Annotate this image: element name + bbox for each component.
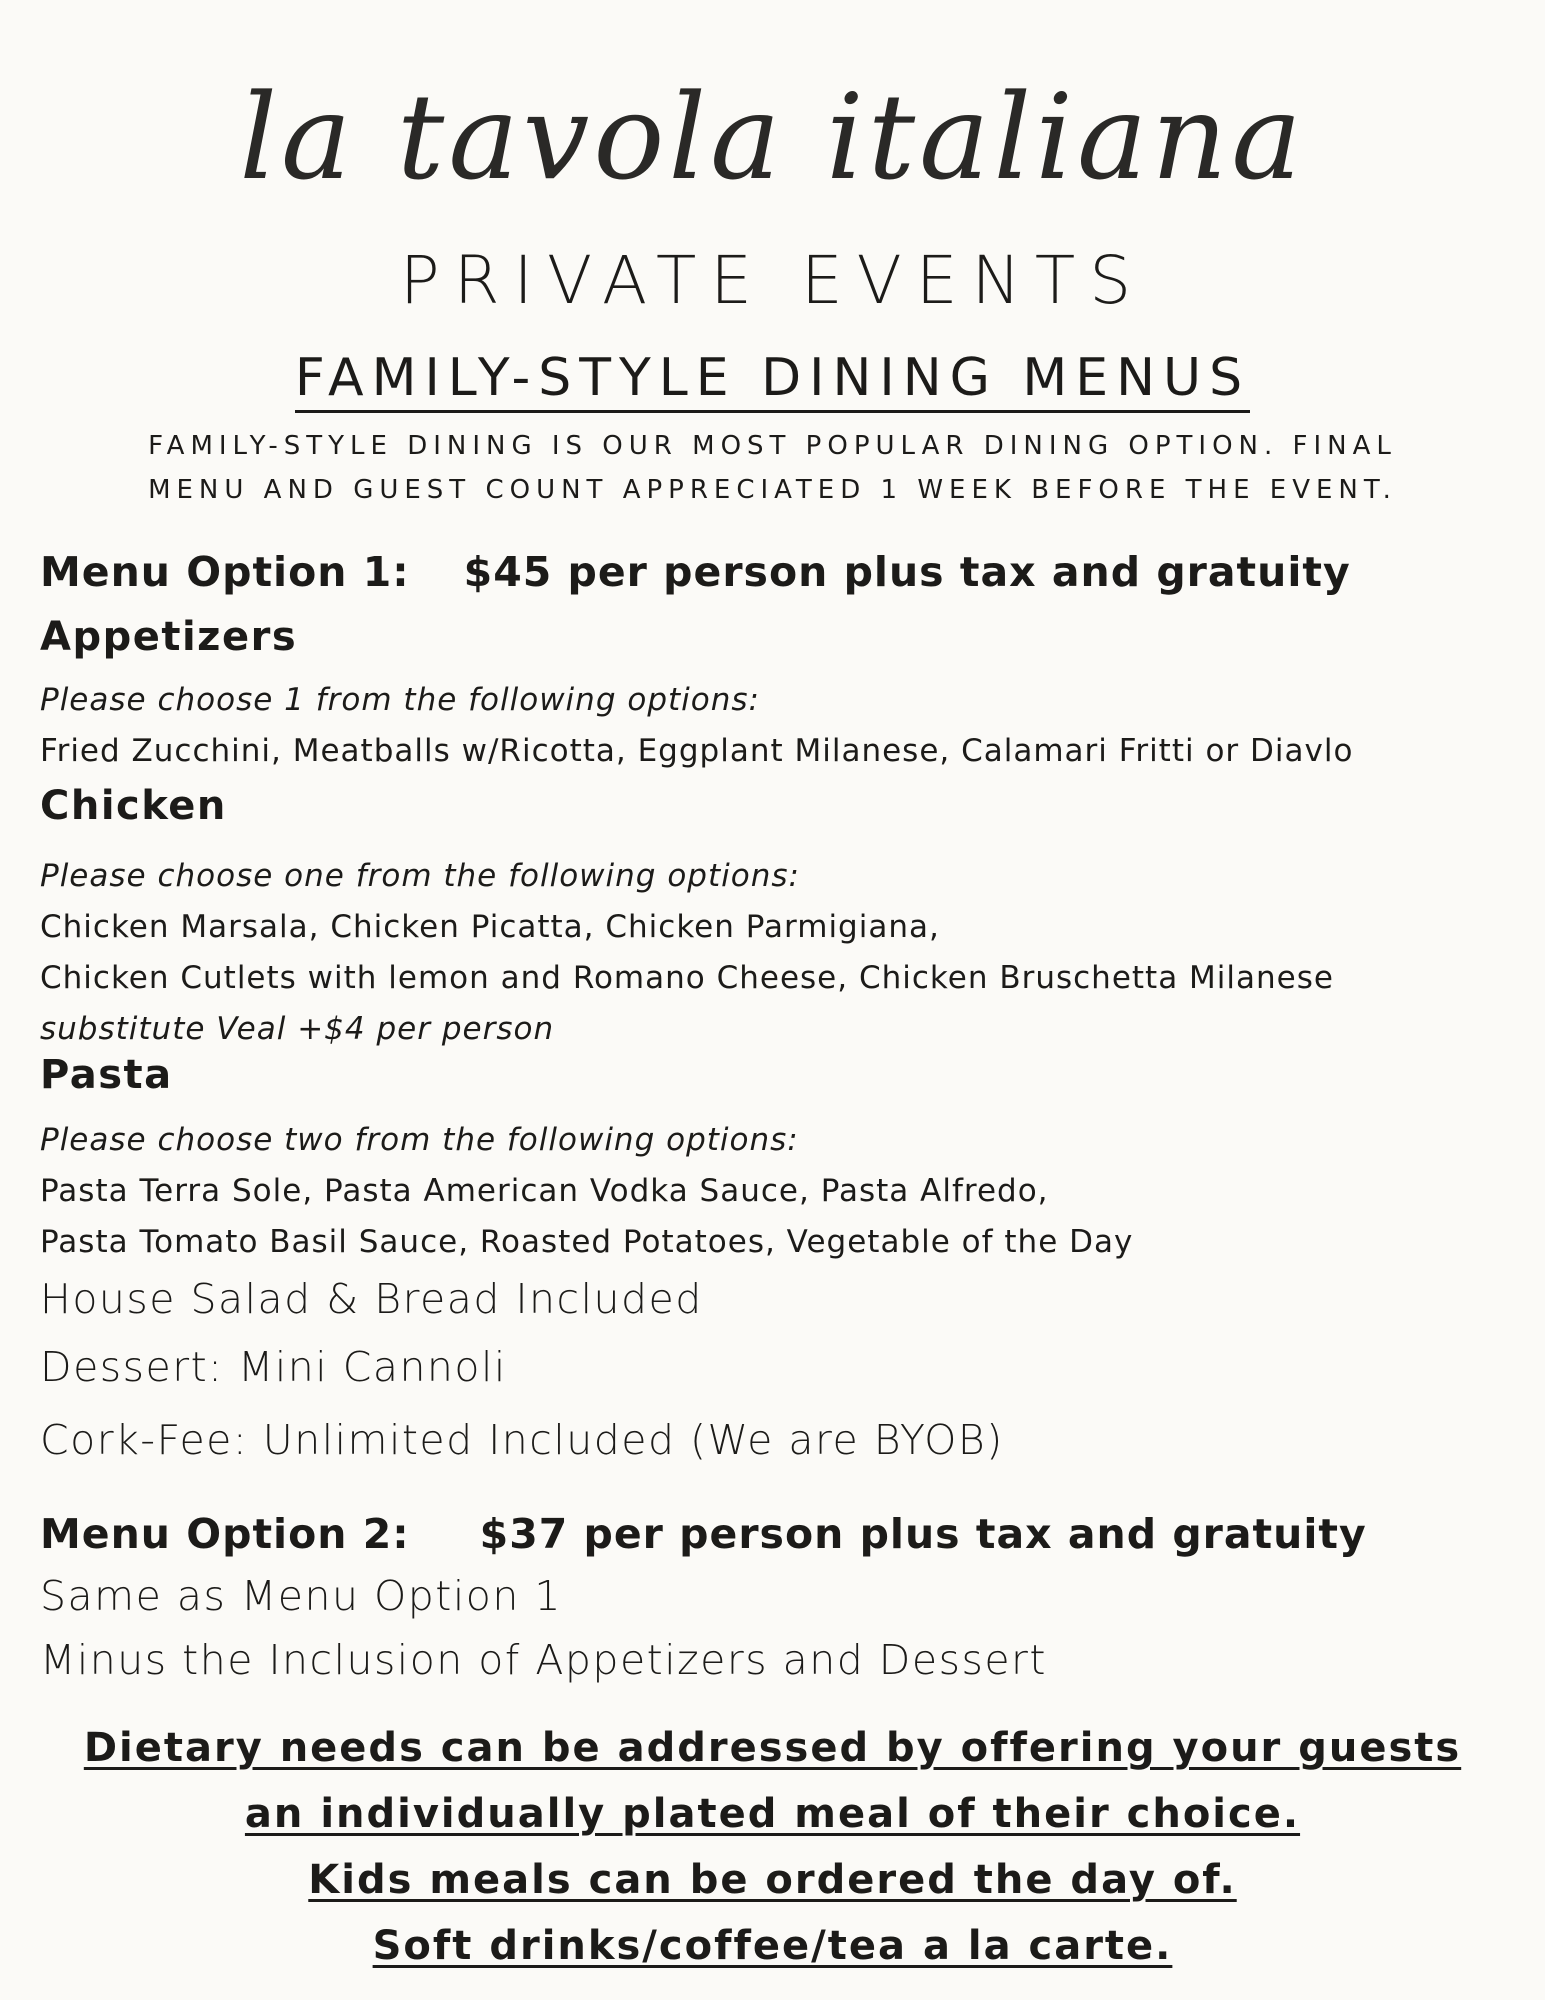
appetizers-heading: Appetizers — [40, 614, 298, 660]
section-subtitle — [0, 348, 1545, 408]
menu-option-1-heading — [40, 548, 1351, 596]
option-price: $45 per person plus tax and gratuity — [463, 548, 1351, 596]
intro-line: FAMILY-STYLE DINING IS OUR MOST POPULAR DINING OPTION. FINAL — [148, 431, 1397, 461]
page-title: PRIVATE EVENTS — [399, 242, 1146, 319]
intro-text — [60, 424, 1485, 512]
appetizers-instruction: Please choose 1 from the following options: — [40, 682, 760, 718]
pasta-instruction: Please choose two from the following options: — [40, 1122, 799, 1158]
option-2-description: Same as Menu Option 1 — [40, 1572, 562, 1620]
option-label: Menu Option 2: — [40, 1510, 410, 1558]
cork-fee-line: Cork-Fee: Unlimited Included (We are BYOB) — [40, 1416, 1004, 1464]
option-2-description: Minus the Inclusion of Appetizers and Dessert — [40, 1636, 1047, 1684]
salad-included: House Salad & Bread Included — [40, 1275, 703, 1323]
footer-notes — [0, 1715, 1545, 1979]
footer-line: an individually plated meal of their choice. — [244, 1791, 1301, 1837]
pasta-heading: Pasta — [40, 1052, 173, 1098]
appetizers-items: Fried Zucchini, Meatballs w/Ricotta, Eggplant Milanese, Calamari Fritti or Diavlo — [40, 733, 1354, 769]
dessert-line: Dessert: Mini Cannoli — [40, 1343, 507, 1391]
footer-line: Dietary needs can be addressed by offering your guests — [83, 1725, 1462, 1771]
menu-option-2-heading — [40, 1510, 1367, 1558]
option-label: Menu Option 1: — [40, 548, 410, 596]
chicken-items: Chicken Marsala, Chicken Picatta, Chicken Parmigiana, — [40, 909, 940, 945]
pasta-items: Pasta Tomato Basil Sauce, Roasted Potatoes, Vegetable of the Day — [40, 1224, 1134, 1260]
chicken-instruction: Please choose one from the following options: — [40, 858, 800, 894]
option-price: $37 per person plus tax and gratuity — [479, 1510, 1367, 1558]
footer-line: Soft drinks/coffee/tea a la carte. — [372, 1923, 1173, 1969]
pasta-items: Pasta Terra Sole, Pasta American Vodka Sauce, Pasta Alfredo, — [40, 1173, 1049, 1209]
veal-substitute-note: substitute Veal +$4 per person — [40, 1011, 555, 1047]
intro-line: MENU AND GUEST COUNT APPRECIATED 1 WEEK BEFORE THE EVENT. — [148, 475, 1397, 505]
chicken-heading: Chicken — [40, 783, 227, 829]
chicken-items: Chicken Cutlets with lemon and Romano Cheese, Chicken Bruschetta Milanese — [40, 960, 1334, 996]
footer-line: Kids meals can be ordered the day of. — [308, 1857, 1237, 1903]
subtitle-text: FAMILY-STYLE DINING MENUS — [295, 348, 1250, 413]
restaurant-logo-title: la tavola italiana — [239, 68, 1306, 206]
